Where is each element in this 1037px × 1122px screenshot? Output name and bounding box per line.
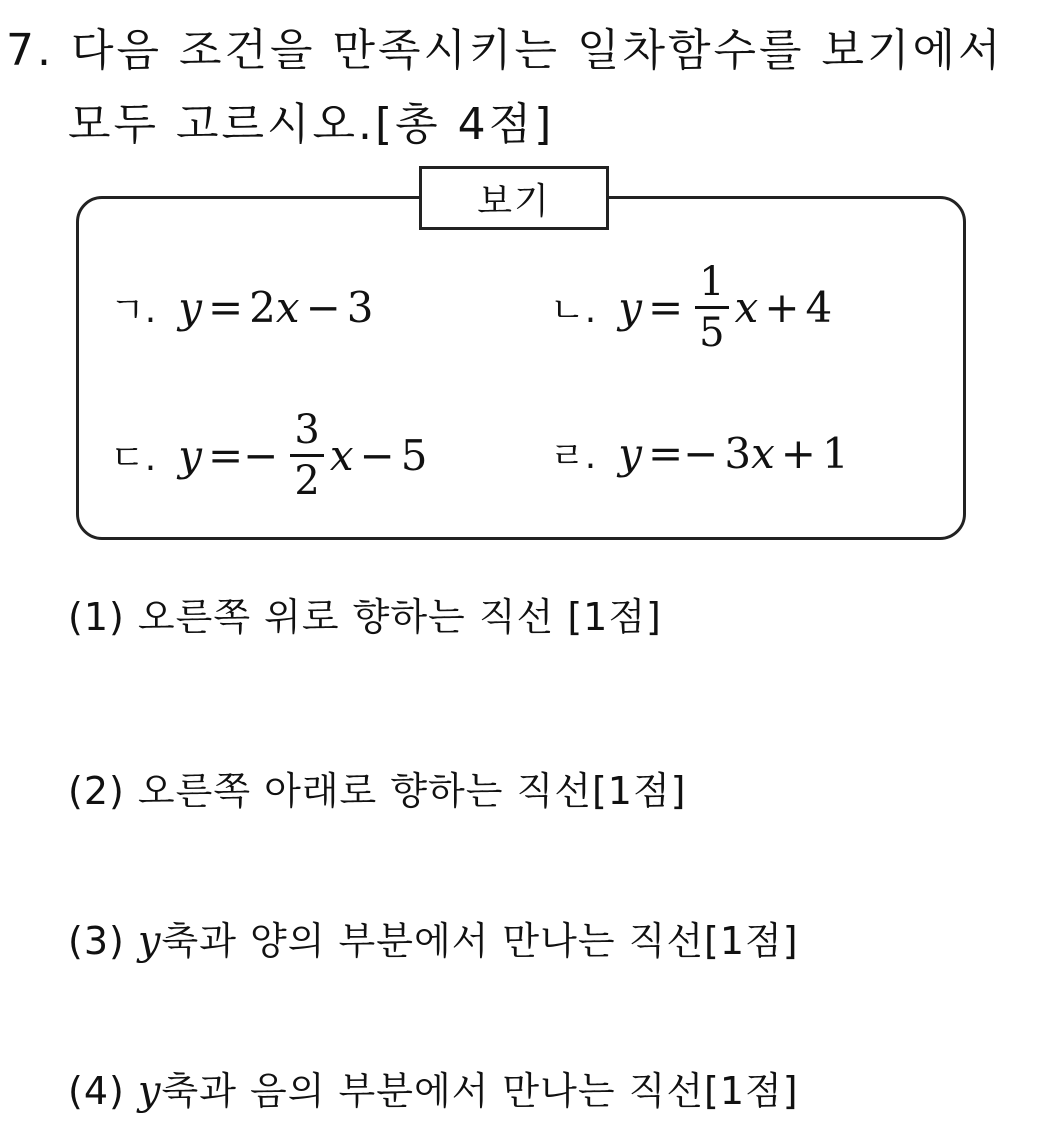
sub-question-3 — [68, 910, 799, 965]
var-x: x — [734, 283, 759, 332]
fraction-numerator: 3 — [294, 407, 320, 453]
equation — [618, 259, 833, 356]
operator: − — [305, 283, 341, 332]
sub-question-label: (3) — [68, 919, 125, 963]
fraction — [290, 407, 323, 504]
sub-question-2 — [68, 760, 686, 815]
var-y: y — [178, 283, 202, 332]
choice-d — [550, 428, 849, 479]
choice-marker: ㄴ. — [550, 290, 597, 331]
fraction-denominator: 5 — [699, 310, 725, 356]
equation — [178, 407, 428, 504]
coefficient: 3 — [724, 429, 752, 478]
constant: 3 — [346, 283, 374, 332]
choice-b — [550, 259, 833, 356]
coefficient: 2 — [249, 283, 276, 332]
choice-marker: ㄱ. — [110, 290, 157, 331]
var-y: y — [178, 431, 202, 480]
var-y: y — [137, 1068, 162, 1114]
constant: 1 — [821, 429, 849, 478]
choice-c — [110, 407, 428, 504]
sub-question-text: 축과 양의 부분에서 만나는 직선[1점] — [161, 919, 799, 963]
equation — [178, 283, 373, 332]
var-x: x — [751, 429, 775, 478]
sub-question-text: 오른쪽 위로 향하는 직선 [1점] — [137, 595, 662, 639]
var-y: y — [137, 918, 162, 964]
constant: 4 — [805, 283, 833, 332]
equals-sign: =− — [207, 431, 279, 480]
question-text-line-1: 7. 다음 조건을 만족시키는 일차함수를 보기에서 — [6, 25, 1004, 76]
sub-question-1 — [68, 586, 662, 641]
equals-sign: = — [207, 283, 244, 332]
question-text-line-2: 모두 고르시오.[총 4점] — [68, 99, 555, 150]
equals-sign: = — [647, 283, 684, 332]
choice-a — [110, 282, 374, 333]
sub-question-label: (2) — [68, 769, 125, 813]
fraction — [695, 259, 728, 356]
sub-question-label: (4) — [68, 1069, 125, 1113]
constant: 5 — [400, 431, 428, 480]
var-y: y — [618, 429, 642, 478]
equals-sign: =− — [647, 429, 719, 478]
var-x: x — [329, 431, 354, 480]
operator: + — [780, 429, 816, 478]
sub-question-text: 축과 음의 부분에서 만나는 직선[1점] — [161, 1069, 799, 1113]
var-y: y — [618, 283, 642, 332]
sub-question-4 — [68, 1060, 799, 1115]
sub-question-label: (1) — [68, 595, 125, 639]
operator: − — [359, 431, 395, 480]
fraction-denominator: 2 — [294, 458, 320, 504]
operator: + — [764, 283, 800, 332]
equation — [618, 429, 848, 478]
choice-marker: ㄹ. — [550, 436, 597, 477]
choice-marker: ㄷ. — [110, 438, 157, 479]
fraction-numerator: 1 — [699, 259, 725, 305]
var-x: x — [275, 283, 300, 332]
sub-question-text: 오른쪽 아래로 향하는 직선[1점] — [137, 769, 687, 813]
choices-box-title: 보기 — [419, 166, 609, 230]
